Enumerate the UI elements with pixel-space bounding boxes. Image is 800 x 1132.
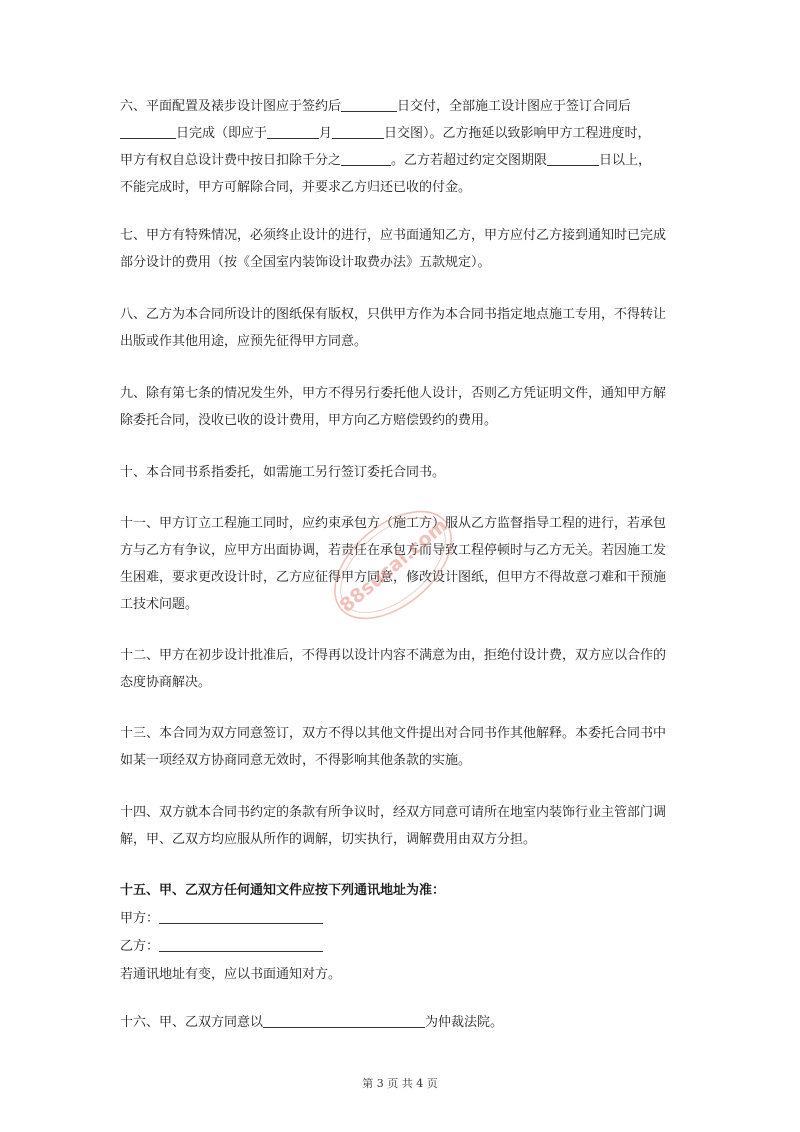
- clause-10-line-1: 十、本合同书系指委托，如需施工另行签订委托合同书。: [120, 465, 446, 480]
- party-a-address-field[interactable]: [159, 909, 323, 924]
- clause-9-line-1: 九、除有第七条的情况发生外，甲方不得另行委托他人设计，否则乙方凭证明文件，通知甲方解: [120, 386, 667, 401]
- clause-12-line-2: 态度协商解决。: [120, 675, 212, 690]
- clause-7: [120, 222, 685, 276]
- clause-6-line-2: 日完成（即应于 月 日交图）。乙方拖延以致影响甲方工程进度时，: [120, 120, 685, 147]
- clause-14-line-1: 十四、双方就本合同书约定的条款有所争议时，经双方同意可请所在地室内装饰行业主管部门调: [120, 805, 667, 820]
- clause-6: [120, 93, 685, 201]
- party-a-address-row: [120, 905, 685, 933]
- blank-field[interactable]: [341, 97, 397, 112]
- clause-11-line-1: 十一、甲方订立工程施工同时，应约束承包方（施工方）服从乙方监督指导工程的进行，若承包: [120, 516, 667, 531]
- party-b-address-field[interactable]: [159, 937, 323, 952]
- clause-13-line-2: 如某一项经双方协商同意无效时，不得影响其他条款的实施。: [120, 753, 472, 768]
- blank-field[interactable]: [332, 124, 384, 139]
- clause-11-line-2: 方与乙方有争议，应甲方出面协调，若责任在承包方而导致工程停顿时与乙方无关。若因施工发: [120, 543, 667, 558]
- clause-6-line-1: 六、平面配置及裱步设计图应于签约后 日交付，全部施工设计图应于签订合同后: [120, 99, 632, 114]
- clause-12-line-1: 十二、甲方在初步设计批准后，不得再以设计内容不满意为由，拒绝付设计费，双方应以合作的: [120, 648, 667, 663]
- clause-11-line-3: 生困难，要求更改设计时，乙方应征得甲方同意，修改设计图纸，但甲方不得故意刁难和干预施: [120, 570, 667, 585]
- clause-13-line-1: 十三、本合同为双方同意签订，双方不得以其他文件提出对合同书作其他解释。本委托合同书中: [120, 726, 667, 741]
- clause-15-title: 十五、甲、乙双方任何通知文件应按下列通讯地址为准：: [120, 883, 446, 898]
- clause-7-line-2: 部分设计的费用（按《全国室内装饰设计取费办法》五款规定）。: [120, 255, 491, 270]
- watermark-stamp: [318, 510, 468, 620]
- clause-9: [120, 380, 685, 434]
- party-b-label: 乙方：: [120, 939, 160, 954]
- clause-8-line-1: 八、乙方为本合同所设计的图纸保有版权，只供甲方作为本合同书指定地点施工专用，不得转让: [120, 307, 667, 322]
- blank-field[interactable]: [341, 151, 391, 166]
- clause-16: [120, 1009, 685, 1036]
- clause-14-line-2: 解，甲、乙双方均应服从所作的调解，切实执行，调解费用由双方分担。: [120, 832, 537, 847]
- watermark-text: 88sucai.com: [335, 514, 452, 618]
- clause-8-line-2: 出版或作其他用途，应预先征得甲方同意。: [120, 334, 368, 349]
- clause-12: [120, 642, 685, 696]
- clause-7-line-1: 七、甲方有特殊情况，必须终止设计的进行，应书面通知乙方，甲方应付乙方接到通知时已完成: [120, 228, 667, 243]
- clause-14: [120, 799, 685, 853]
- clause-6-line-4: 不能完成时，甲方可解除合同，并要求乙方归还已收的付金。: [120, 180, 472, 195]
- arbitration-court-field[interactable]: [263, 1013, 425, 1028]
- clause-11-line-4: 工技术问题。: [120, 597, 199, 612]
- clause-10: [120, 459, 685, 486]
- address-change-note: 若通讯地址有变，应以书面通知对方。: [120, 967, 342, 982]
- clause-16-line-1: 十六、甲、乙双方同意以 为仲裁法院。: [120, 1015, 504, 1030]
- clause-6-line-3: 甲方有权自总设计费中按日扣除千分之 。乙方若超过约定交图期限 日以上，: [120, 153, 652, 168]
- party-b-address-row: [120, 933, 685, 961]
- clause-15: [120, 877, 685, 989]
- clause-9-line-2: 除委托合同，没收已收的设计费用，甲方向乙方赔偿毁约的费用。: [120, 413, 498, 428]
- blank-field[interactable]: [120, 124, 176, 139]
- blank-field[interactable]: [267, 124, 319, 139]
- clause-13: [120, 720, 685, 774]
- party-a-label: 甲方：: [120, 911, 160, 926]
- clause-8: [120, 301, 685, 355]
- page-number: 第 3 页 共 4 页: [362, 1077, 438, 1090]
- blank-field[interactable]: [547, 151, 599, 166]
